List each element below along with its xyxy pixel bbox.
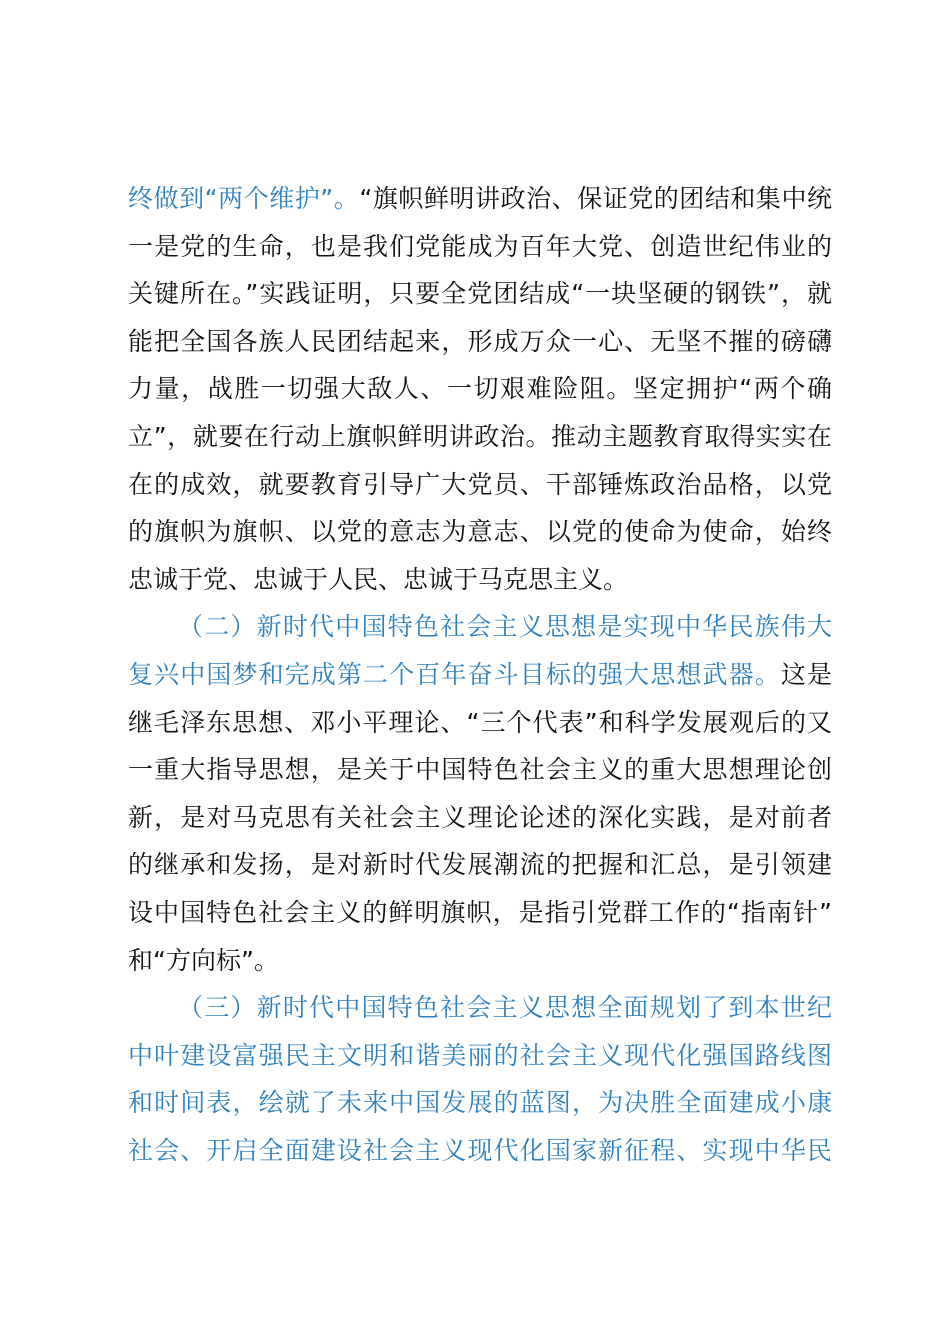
section-heading-line: （三）新时代中国特色社会主义思想全面规划了到本世纪 (178, 993, 832, 1023)
text-line: 和“方向标”。 (128, 945, 279, 975)
text-line: 在的成效，就要教育引导广大党员、干部锤炼政治品格，以党 (128, 469, 832, 499)
text-line: 中叶建设富强民主文明和谐美丽的社会主义现代化强国路线图 (128, 1040, 832, 1070)
text-line: 继毛泽东思想、邓小平理论、“三个代表”和科学发展观后的又 (128, 707, 832, 737)
paragraph-2 (128, 603, 832, 984)
highlighted-text: 终做到“两个维护”。 (128, 184, 360, 213)
text-line: 力量，战胜一切强大敌人、一切艰难险阻。坚定拥护“两个确 (128, 374, 832, 404)
text-line: 新，是对马克思有关社会主义理论论述的深化实践，是对前者 (128, 802, 832, 832)
document-body (128, 175, 832, 1174)
text-line (128, 651, 832, 699)
text-line: 一是党的生命，也是我们党能成为百年大党、创造世纪伟业的 (128, 231, 832, 261)
paragraph-1 (128, 175, 832, 603)
text-line: 能把全国各族人民团结起来，形成万众一心、无坚不摧的磅礴 (128, 326, 832, 356)
text-line: 的旗帜为旗帜、以党的意志为意志、以党的使命为使命，始终 (128, 517, 832, 547)
text-line: 一重大指导思想，是关于中国特色社会主义的重大思想理论创 (128, 755, 832, 785)
text-line: 设中国特色社会主义的鲜明旗帜，是指引党群工作的“指南针” (128, 897, 832, 927)
body-text: 这是 (780, 659, 832, 689)
section-heading-line: （二）新时代中国特色社会主义思想是实现中华民族伟大 (178, 612, 832, 642)
text-line: 立”，就要在行动上旗帜鲜明讲政治。推动主题教育取得实实在 (128, 421, 832, 451)
paragraph-3 (128, 984, 832, 1174)
text-line: 的继承和发扬，是对新时代发展潮流的把握和汇总，是引领建 (128, 850, 832, 880)
body-text: “旗帜鲜明讲政治、保证党的团结和集中统 (359, 184, 832, 213)
highlighted-text: 复兴中国梦和完成第二个百年奋斗目标的强大思想武器。 (128, 659, 781, 689)
text-line: 忠诚于党、忠诚于人民、忠诚于马克思主义。 (128, 564, 629, 594)
text-line: 关键所在。”实践证明，只要全党团结成“一块坚硬的钢铁”，就 (128, 279, 832, 309)
text-line: 和时间表，绘就了未来中国发展的蓝图，为决胜全面建成小康 (128, 1088, 832, 1118)
text-line (128, 175, 832, 223)
text-line: 社会、开启全面建设社会主义现代化国家新征程、实现中华民 (128, 1135, 832, 1165)
